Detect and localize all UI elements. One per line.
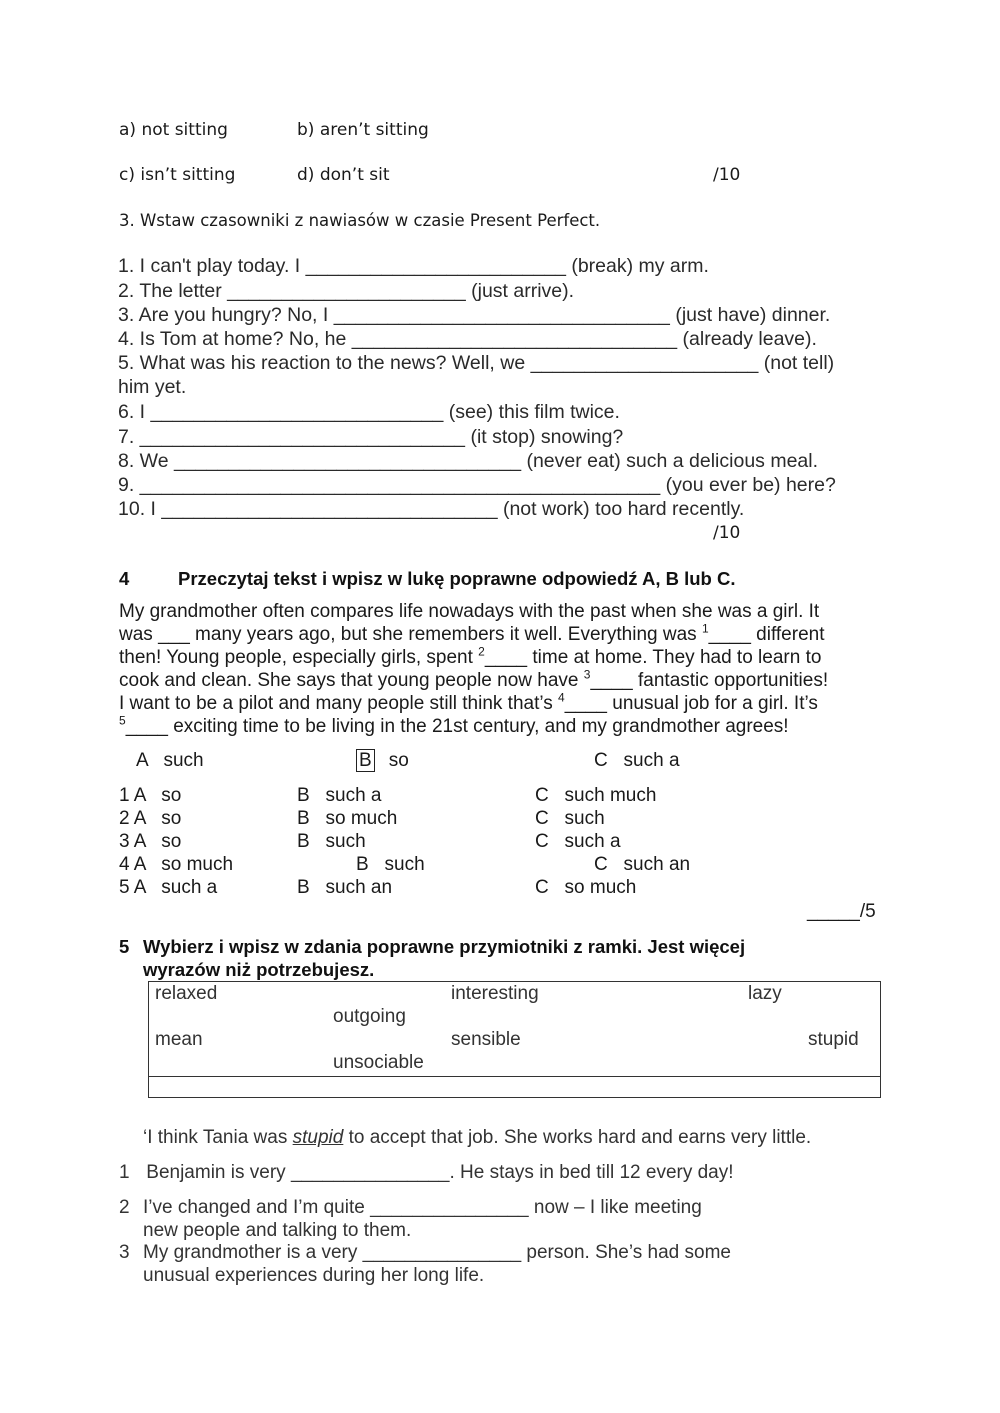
option-row-c: C such a — [535, 831, 621, 852]
section3-heading: 3. Wstaw czasowniki z nawiasów w czasie Present Perfect. — [119, 211, 601, 230]
word-stupid: stupid — [808, 1029, 859, 1050]
word-lazy: lazy — [748, 983, 782, 1004]
example-option-c: C such a — [594, 750, 680, 771]
option-d: d) don’t sit — [297, 165, 390, 185]
section3-item: 8. We ________________________________ (never eat) such a delicious meal. — [118, 450, 819, 472]
option-row-b: B such a — [297, 785, 382, 806]
section5-item-cont: new people and talking to them. — [143, 1220, 412, 1241]
section3-item: 7. ______________________________ (it stop) snowing? — [118, 426, 624, 448]
passage-line: I want to be a pilot and many people still think that’s $^4$____ unusual job for a girl. It’s — [119, 690, 818, 714]
score-section4: _____/5 — [807, 901, 876, 922]
option-b: b) aren’t sitting — [297, 120, 429, 140]
section3-item: him yet. — [118, 376, 187, 398]
example-option-a: A such — [136, 750, 204, 771]
section5-example: ‘I think Tania was stupid to accept that job. She works hard and earns very little. — [143, 1127, 812, 1148]
section3-item: 3. Are you hungry? No, I _______________________________ (just have) dinner. — [118, 304, 831, 326]
section5-item-cont: unusual experiences during her long life. — [143, 1265, 485, 1286]
section3-item: 5. What was his reaction to the news? Well, we _____________________ (not tell) — [118, 352, 835, 374]
section5-number: 5 — [119, 936, 130, 957]
option-row-b: B such — [356, 854, 425, 875]
section3-item: 6. I ___________________________ (see) this film twice. — [118, 401, 620, 423]
section3-item: 2. The letter ______________________ (just arrive). — [118, 280, 575, 302]
option-row-a: 5 A such a — [119, 877, 218, 898]
passage-line: cook and clean. She says that young people now have $^3$____ fantastic opportunities! — [119, 667, 829, 691]
option-c: c) isn’t sitting — [119, 165, 236, 185]
section4-number: 4 — [119, 568, 130, 589]
section3-item: 10. I _______________________________ (not work) too hard recently. — [118, 498, 745, 520]
section3-item: 4. Is Tom at home? No, he ______________________________ (already leave). — [118, 328, 817, 350]
option-row-c: C so much — [535, 877, 637, 898]
section5-item-number: 1 — [119, 1162, 130, 1183]
word-outgoing: outgoing — [333, 1006, 406, 1027]
word-interesting: interesting — [451, 983, 539, 1004]
option-row-a: 2 A so — [119, 808, 182, 829]
word-box — [148, 981, 881, 1098]
example-selected-box: B — [356, 749, 375, 772]
option-row-b: B so much — [297, 808, 398, 829]
word-box-divider — [149, 1076, 880, 1077]
section5-heading-line1: Wybierz i wpisz w zdania poprawne przymiotniki z ramki. Jest więcej — [143, 936, 746, 957]
option-row-a: 4 A so much — [119, 854, 234, 875]
option-a: a) not sitting — [119, 120, 228, 140]
passage-line: then! Young people, especially girls, spent $^2$____ time at home. They had to learn to — [119, 644, 822, 668]
option-row-c: C such much — [535, 785, 657, 806]
section5-item: Benjamin is very _______________. He stays in bed till 12 every day! — [141, 1162, 734, 1183]
section3-item: 9. ________________________________________________ (you ever be) here? — [118, 474, 836, 496]
word-sensible: sensible — [451, 1029, 521, 1050]
score-section2: /10 — [713, 165, 741, 185]
score-section3: /10 — [713, 523, 741, 543]
section3-item: 1. I can't play today. I ________________________ (break) my arm. — [118, 255, 709, 277]
option-row-c: C such an — [594, 854, 691, 875]
passage-line: was ___ many years ago, but she remembers it well. Everything was $^1$____ different — [119, 621, 825, 645]
example-option-b: B so — [356, 750, 409, 772]
word-unsociable: unsociable — [333, 1052, 424, 1073]
section4-heading: Przeczytaj tekst i wpisz w lukę poprawne odpowiedź A, B lub C. — [178, 568, 736, 589]
section5-heading-line2: wyrazów niż potrzebujesz. — [143, 959, 375, 980]
passage-line: $^5$____ exciting time to be living in the 21st century, and my grandmother agrees! — [119, 713, 789, 737]
word-mean: mean — [155, 1029, 203, 1050]
section5-item: My grandmother is a very _______________ person. She’s had some — [143, 1242, 731, 1263]
option-row-c: C such — [535, 808, 605, 829]
word-relaxed: relaxed — [155, 983, 218, 1004]
passage-line: My grandmother often compares life nowadays with the past when she was a girl. It — [119, 601, 820, 622]
option-row-b: B such — [297, 831, 366, 852]
option-row-a: 3 A so — [119, 831, 182, 852]
section5-item: I’ve changed and I’m quite _______________ now – I like meeting — [143, 1197, 702, 1218]
option-row-b: B such an — [297, 877, 393, 898]
section5-item-number: 3 — [119, 1242, 130, 1263]
option-row-a: 1 A so — [119, 785, 182, 806]
section5-item-number: 2 — [119, 1197, 130, 1218]
